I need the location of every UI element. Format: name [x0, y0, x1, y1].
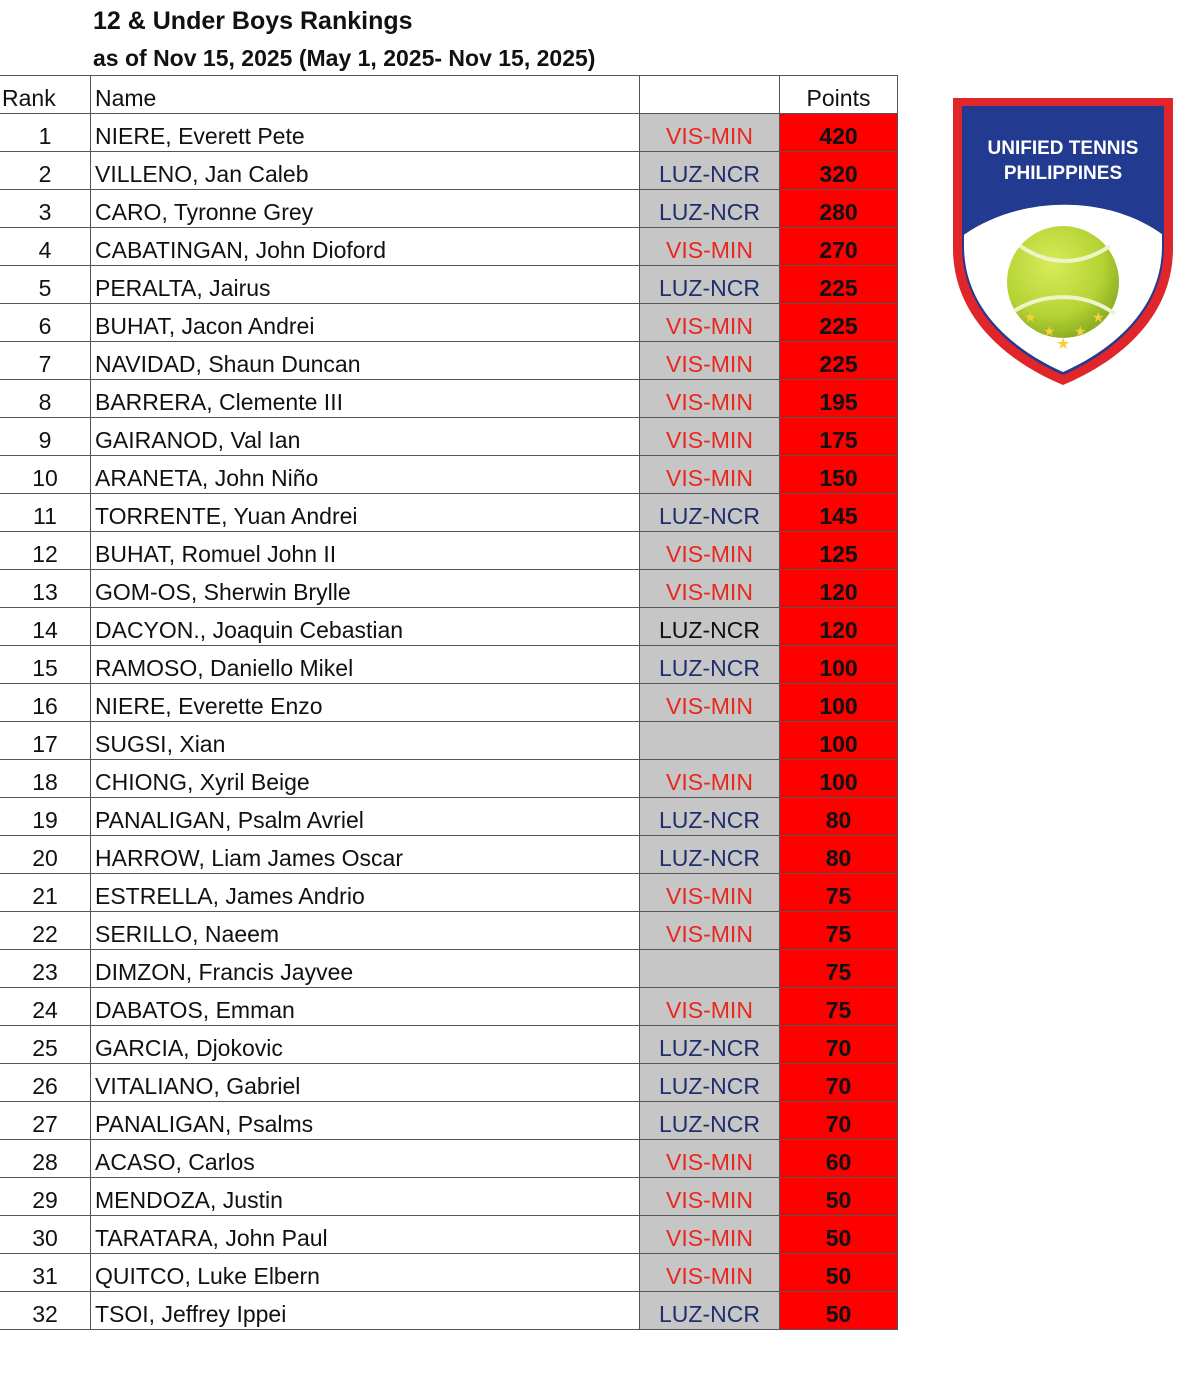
points-cell: 125	[780, 532, 898, 570]
table-row	[0, 1254, 898, 1292]
name-cell: CABATINGAN, John Dioford	[91, 228, 640, 266]
table-row	[0, 988, 898, 1026]
tennis-ball-shield-icon	[950, 96, 1176, 386]
name-cell: PANALIGAN, Psalms	[91, 1102, 640, 1140]
points-cell: 225	[780, 266, 898, 304]
table-row	[0, 228, 898, 266]
name-cell: NIERE, Everette Enzo	[91, 684, 640, 722]
rank-cell: 18	[0, 760, 91, 798]
page-subtitle: as of Nov 15, 2025 (May 1, 2025- Nov 15, 2025)	[93, 45, 596, 71]
points-cell: 60	[780, 1140, 898, 1178]
points-cell: 320	[780, 152, 898, 190]
points-cell: 195	[780, 380, 898, 418]
points-cell: 100	[780, 760, 898, 798]
name-cell: VITALIANO, Gabriel	[91, 1064, 640, 1102]
table-header-row	[0, 76, 898, 114]
table-row	[0, 304, 898, 342]
region-cell: LUZ-NCR	[640, 1292, 780, 1330]
points-cell: 50	[780, 1254, 898, 1292]
rank-cell: 6	[0, 304, 91, 342]
region-cell: VIS-MIN	[640, 342, 780, 380]
region-cell: VIS-MIN	[640, 114, 780, 152]
table-row	[0, 266, 898, 304]
region-cell: VIS-MIN	[640, 532, 780, 570]
region-cell: VIS-MIN	[640, 1254, 780, 1292]
region-cell: VIS-MIN	[640, 228, 780, 266]
region-cell: VIS-MIN	[640, 1216, 780, 1254]
rankings-table	[0, 75, 898, 1330]
svg-text:★: ★	[1024, 310, 1037, 326]
name-cell: RAMOSO, Daniello Mikel	[91, 646, 640, 684]
rank-cell: 29	[0, 1178, 91, 1216]
points-cell: 80	[780, 836, 898, 874]
rank-cell: 13	[0, 570, 91, 608]
table-row	[0, 684, 898, 722]
points-cell: 75	[780, 988, 898, 1026]
name-cell: ARANETA, John Niño	[91, 456, 640, 494]
rank-cell: 31	[0, 1254, 91, 1292]
table-row	[0, 114, 898, 152]
rank-cell: 15	[0, 646, 91, 684]
points-cell: 100	[780, 684, 898, 722]
svg-text:★: ★	[1056, 334, 1071, 353]
rank-cell: 30	[0, 1216, 91, 1254]
rank-cell: 25	[0, 1026, 91, 1064]
region-cell: VIS-MIN	[640, 684, 780, 722]
table-row	[0, 1216, 898, 1254]
region-cell: VIS-MIN	[640, 1140, 780, 1178]
name-cell: NAVIDAD, Shaun Duncan	[91, 342, 640, 380]
logo-line-1: UNIFIED TENNIS	[987, 138, 1139, 159]
rank-cell: 32	[0, 1292, 91, 1330]
points-cell: 270	[780, 228, 898, 266]
region-cell: VIS-MIN	[640, 760, 780, 798]
name-cell: DABATOS, Emman	[91, 988, 640, 1026]
table-row	[0, 760, 898, 798]
region-cell: LUZ-NCR	[640, 1102, 780, 1140]
name-cell: QUITCO, Luke Elbern	[91, 1254, 640, 1292]
region-cell: LUZ-NCR	[640, 836, 780, 874]
name-cell: BUHAT, Jacon Andrei	[91, 304, 640, 342]
region-cell: VIS-MIN	[640, 988, 780, 1026]
rank-cell: 4	[0, 228, 91, 266]
points-cell: 280	[780, 190, 898, 228]
region-cell: VIS-MIN	[640, 570, 780, 608]
table-row	[0, 1102, 898, 1140]
table-row	[0, 1292, 898, 1330]
points-cell: 150	[780, 456, 898, 494]
table-row	[0, 608, 898, 646]
header-name: Name	[91, 76, 640, 114]
points-cell: 75	[780, 874, 898, 912]
table-row	[0, 836, 898, 874]
table-row	[0, 1026, 898, 1064]
table-row	[0, 532, 898, 570]
page-title: 12 & Under Boys Rankings	[93, 7, 413, 35]
rank-cell: 1	[0, 114, 91, 152]
rank-cell: 24	[0, 988, 91, 1026]
table-row	[0, 152, 898, 190]
region-cell	[640, 950, 780, 988]
logo-line-2: PHILIPPINES	[1003, 163, 1123, 184]
rank-cell: 27	[0, 1102, 91, 1140]
rank-cell: 10	[0, 456, 91, 494]
points-cell: 145	[780, 494, 898, 532]
name-cell: BUHAT, Romuel John II	[91, 532, 640, 570]
region-cell: VIS-MIN	[640, 380, 780, 418]
name-cell: DACYON., Joaquin Cebastian	[91, 608, 640, 646]
svg-text:★: ★	[1092, 310, 1105, 326]
rank-cell: 12	[0, 532, 91, 570]
table-row	[0, 646, 898, 684]
table-row	[0, 722, 898, 760]
name-cell: CARO, Tyronne Grey	[91, 190, 640, 228]
region-cell: LUZ-NCR	[640, 608, 780, 646]
rank-cell: 16	[0, 684, 91, 722]
points-cell: 120	[780, 570, 898, 608]
name-cell: ACASO, Carlos	[91, 1140, 640, 1178]
name-cell: DIMZON, Francis Jayvee	[91, 950, 640, 988]
name-cell: VILLENO, Jan Caleb	[91, 152, 640, 190]
region-cell: VIS-MIN	[640, 1178, 780, 1216]
svg-text:★: ★	[1043, 324, 1056, 340]
region-cell: LUZ-NCR	[640, 494, 780, 532]
region-cell: VIS-MIN	[640, 912, 780, 950]
region-cell: VIS-MIN	[640, 304, 780, 342]
region-cell: LUZ-NCR	[640, 1064, 780, 1102]
points-cell: 80	[780, 798, 898, 836]
points-cell: 70	[780, 1102, 898, 1140]
table-row	[0, 380, 898, 418]
rank-cell: 19	[0, 798, 91, 836]
rank-cell: 3	[0, 190, 91, 228]
table-row	[0, 342, 898, 380]
points-cell: 75	[780, 950, 898, 988]
points-cell: 225	[780, 342, 898, 380]
name-cell: TSOI, Jeffrey Ippei	[91, 1292, 640, 1330]
rank-cell: 20	[0, 836, 91, 874]
name-cell: TORRENTE, Yuan Andrei	[91, 494, 640, 532]
table-row	[0, 418, 898, 456]
table-row	[0, 190, 898, 228]
table-row	[0, 912, 898, 950]
points-cell: 225	[780, 304, 898, 342]
name-cell: PERALTA, Jairus	[91, 266, 640, 304]
rank-cell: 21	[0, 874, 91, 912]
points-cell: 70	[780, 1026, 898, 1064]
rank-cell: 2	[0, 152, 91, 190]
points-cell: 175	[780, 418, 898, 456]
table-row	[0, 1064, 898, 1102]
rank-cell: 5	[0, 266, 91, 304]
name-cell: ESTRELLA, James Andrio	[91, 874, 640, 912]
name-cell: TARATARA, John Paul	[91, 1216, 640, 1254]
rank-cell: 17	[0, 722, 91, 760]
rank-cell: 28	[0, 1140, 91, 1178]
region-cell: LUZ-NCR	[640, 1026, 780, 1064]
region-cell: VIS-MIN	[640, 418, 780, 456]
name-cell: GARCIA, Djokovic	[91, 1026, 640, 1064]
region-cell: LUZ-NCR	[640, 646, 780, 684]
rank-cell: 8	[0, 380, 91, 418]
region-cell: LUZ-NCR	[640, 190, 780, 228]
table-row	[0, 456, 898, 494]
rank-cell: 9	[0, 418, 91, 456]
points-cell: 70	[780, 1064, 898, 1102]
header-rank: Rank	[0, 76, 91, 114]
points-cell: 50	[780, 1216, 898, 1254]
table-row	[0, 570, 898, 608]
rank-cell: 7	[0, 342, 91, 380]
region-cell: LUZ-NCR	[640, 266, 780, 304]
rank-cell: 26	[0, 1064, 91, 1102]
region-cell: VIS-MIN	[640, 456, 780, 494]
rank-cell: 11	[0, 494, 91, 532]
header-region	[640, 76, 780, 114]
region-cell: VIS-MIN	[640, 874, 780, 912]
rank-cell: 22	[0, 912, 91, 950]
table-row	[0, 798, 898, 836]
rank-cell: 23	[0, 950, 91, 988]
points-cell: 420	[780, 114, 898, 152]
region-cell: LUZ-NCR	[640, 798, 780, 836]
table-row	[0, 1178, 898, 1216]
name-cell: PANALIGAN, Psalm Avriel	[91, 798, 640, 836]
region-cell: LUZ-NCR	[640, 152, 780, 190]
table-row	[0, 950, 898, 988]
region-cell	[640, 722, 780, 760]
points-cell: 100	[780, 646, 898, 684]
name-cell: SUGSI, Xian	[91, 722, 640, 760]
table-row	[0, 874, 898, 912]
table-row	[0, 494, 898, 532]
unified-tennis-logo	[950, 96, 1176, 386]
name-cell: NIERE, Everett Pete	[91, 114, 640, 152]
points-cell: 100	[780, 722, 898, 760]
name-cell: GAIRANOD, Val Ian	[91, 418, 640, 456]
name-cell: BARRERA, Clemente III	[91, 380, 640, 418]
name-cell: HARROW, Liam James Oscar	[91, 836, 640, 874]
header-points: Points	[780, 76, 898, 114]
points-cell: 50	[780, 1292, 898, 1330]
name-cell: GOM-OS, Sherwin Brylle	[91, 570, 640, 608]
points-cell: 50	[780, 1178, 898, 1216]
points-cell: 120	[780, 608, 898, 646]
svg-text:★: ★	[1074, 324, 1087, 340]
table-row	[0, 1140, 898, 1178]
rank-cell: 14	[0, 608, 91, 646]
name-cell: MENDOZA, Justin	[91, 1178, 640, 1216]
name-cell: CHIONG, Xyril Beige	[91, 760, 640, 798]
name-cell: SERILLO, Naeem	[91, 912, 640, 950]
points-cell: 75	[780, 912, 898, 950]
